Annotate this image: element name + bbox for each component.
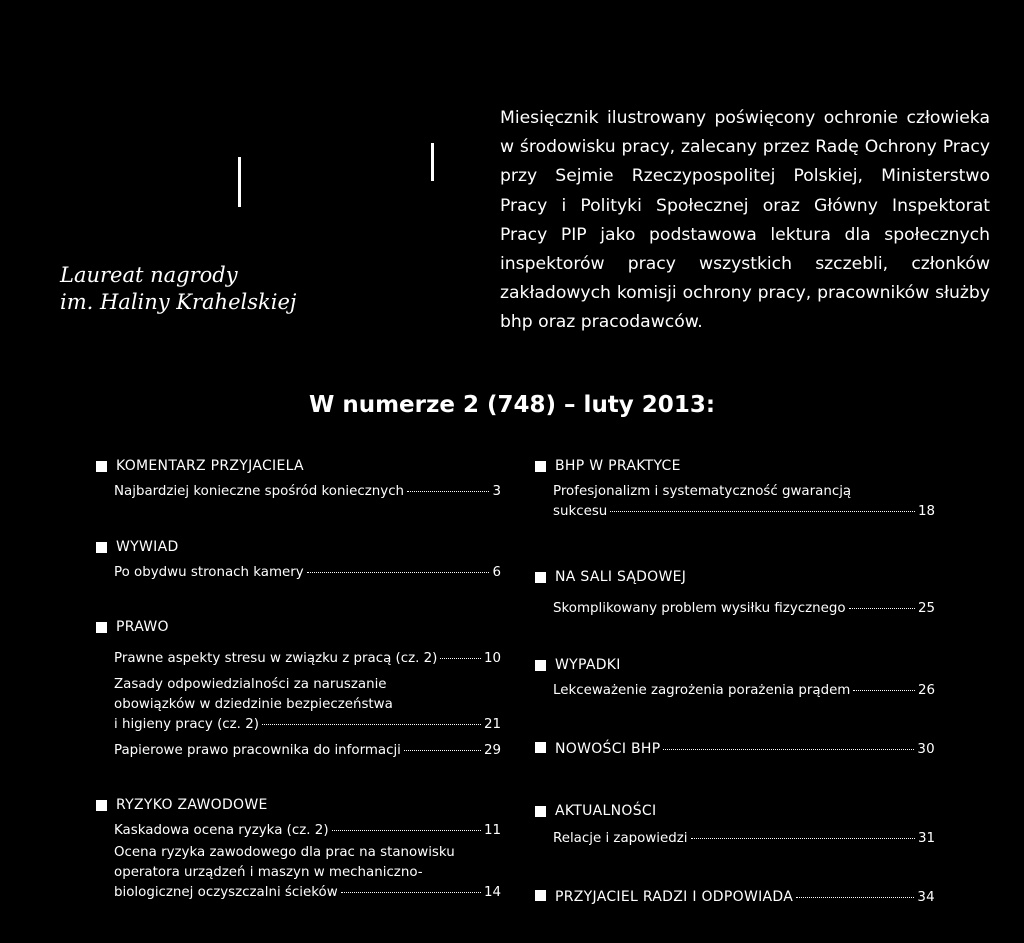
square-bullet-icon: [535, 572, 546, 583]
page-number: 31: [917, 831, 935, 846]
page-number: 25: [917, 601, 935, 616]
laureat-line2: im. Haliny Krahelskiej: [60, 290, 297, 314]
section-title: WYPADKI: [555, 657, 621, 673]
section-komentarz: [96, 456, 501, 502]
toc-entry[interactable]: Prawne aspekty stresu w związku z pracą (cz. 2) 10: [114, 649, 501, 669]
toc-entry[interactable]: Najbardziej konieczne spośród koniecznych 3: [114, 482, 501, 502]
page-number: 29: [483, 743, 501, 758]
square-bullet-icon: [535, 742, 546, 753]
section-title: PRAWO: [116, 619, 169, 635]
section-aktualnosci: [535, 801, 935, 849]
page-number: 21: [483, 717, 501, 732]
square-bullet-icon: [96, 800, 107, 811]
toc-entry[interactable]: Zasady odpowiedzialności za naruszanie obowiązków w dziedzinie bezpieczeństwa i higieny pracy (cz. 2) 21: [114, 675, 501, 735]
toc-entry[interactable]: Po obydwu stronach kamery 6: [114, 563, 501, 583]
square-bullet-icon: [96, 622, 107, 633]
toc-entry[interactable]: Lekceważenie zagrożenia porażenia prądem 26: [553, 681, 935, 701]
decorative-bar-right: [431, 143, 434, 181]
section-przyjaciel: [535, 889, 935, 905]
laureat-caption: [60, 262, 296, 316]
square-bullet-icon: [96, 542, 107, 553]
decorative-bar-left: [238, 157, 241, 207]
section-title: AKTUALNOŚCI: [555, 803, 657, 819]
square-bullet-icon: [535, 461, 546, 472]
section-title: RYZYKO ZAWODOWE: [116, 797, 268, 813]
page-number: 11: [483, 823, 501, 838]
section-title: NOWOŚCI BHP: [555, 741, 661, 757]
page-number: 34: [917, 890, 935, 905]
section-title: BHP W PRAKTYCE: [555, 458, 681, 474]
section-sali-sadowej: [535, 567, 935, 619]
page-number: 10: [483, 651, 501, 666]
toc-entry[interactable]: Ocena ryzyka zawodowego dla prac na stanowisku operatora urządzeń i maszyn w mechaniczno- biologicznej oczyszczalni ścieków 14: [114, 843, 501, 903]
square-bullet-icon: [535, 890, 546, 901]
page-number: 6: [492, 565, 501, 580]
toc-entry[interactable]: [535, 889, 935, 905]
square-bullet-icon: [535, 660, 546, 671]
section-title: WYWIAD: [116, 539, 179, 555]
section-title: KOMENTARZ PRZYJACIELA: [116, 458, 304, 474]
page-number: 26: [917, 683, 935, 698]
section-title: NA SALI SĄDOWEJ: [555, 569, 687, 585]
toc-entry[interactable]: Skomplikowany problem wysiłku fizycznego 25: [553, 599, 935, 619]
section-wywiad: [96, 537, 501, 583]
section-title: PRZYJACIEL RADZI I ODPOWIADA: [555, 889, 794, 905]
section-prawo: [96, 617, 501, 761]
toc-entry[interactable]: [535, 741, 935, 757]
intro-paragraph: Miesięcznik ilustrowany poświęcony ochronie człowieka w środowisku pracy, zalecany przez Radę Ochrony Pracy przy Sejmie Rzeczypospolitej Polskiej, Ministerstwo Pracy i Polityki Społecznej oraz Główny Inspektorat Pracy PIP jako podstawowa lektura dla społecznych inspektorów pracy wszystkich szczebli, członków zakładowych komisji ochrony pracy, pracowników służby bhp oraz pracodawców.: [500, 108, 990, 333]
page-number: 30: [917, 742, 935, 757]
toc-entry[interactable]: Kaskadowa ocena ryzyka (cz. 2) 11: [114, 821, 501, 841]
page-number: 18: [917, 504, 935, 519]
section-wypadki: [535, 655, 935, 701]
toc-entry[interactable]: Profesjonalizm i systematyczność gwarancją sukcesu 18: [553, 482, 935, 522]
laureat-line1: Laureat nagrody: [60, 263, 238, 287]
section-nowosci: [535, 741, 935, 757]
square-bullet-icon: [96, 461, 107, 472]
toc-entry[interactable]: Relacje i zapowiedzi 31: [553, 829, 935, 849]
issue-title: W numerze 2 (748) – luty 2013:: [308, 392, 716, 418]
page-number: 3: [492, 484, 501, 499]
section-ryzyko: [96, 795, 501, 903]
section-bhp-praktyce: [535, 456, 935, 522]
toc-entry[interactable]: Papierowe prawo pracownika do informacji 29: [114, 741, 501, 761]
page-number: 14: [483, 885, 501, 900]
square-bullet-icon: [535, 806, 546, 817]
